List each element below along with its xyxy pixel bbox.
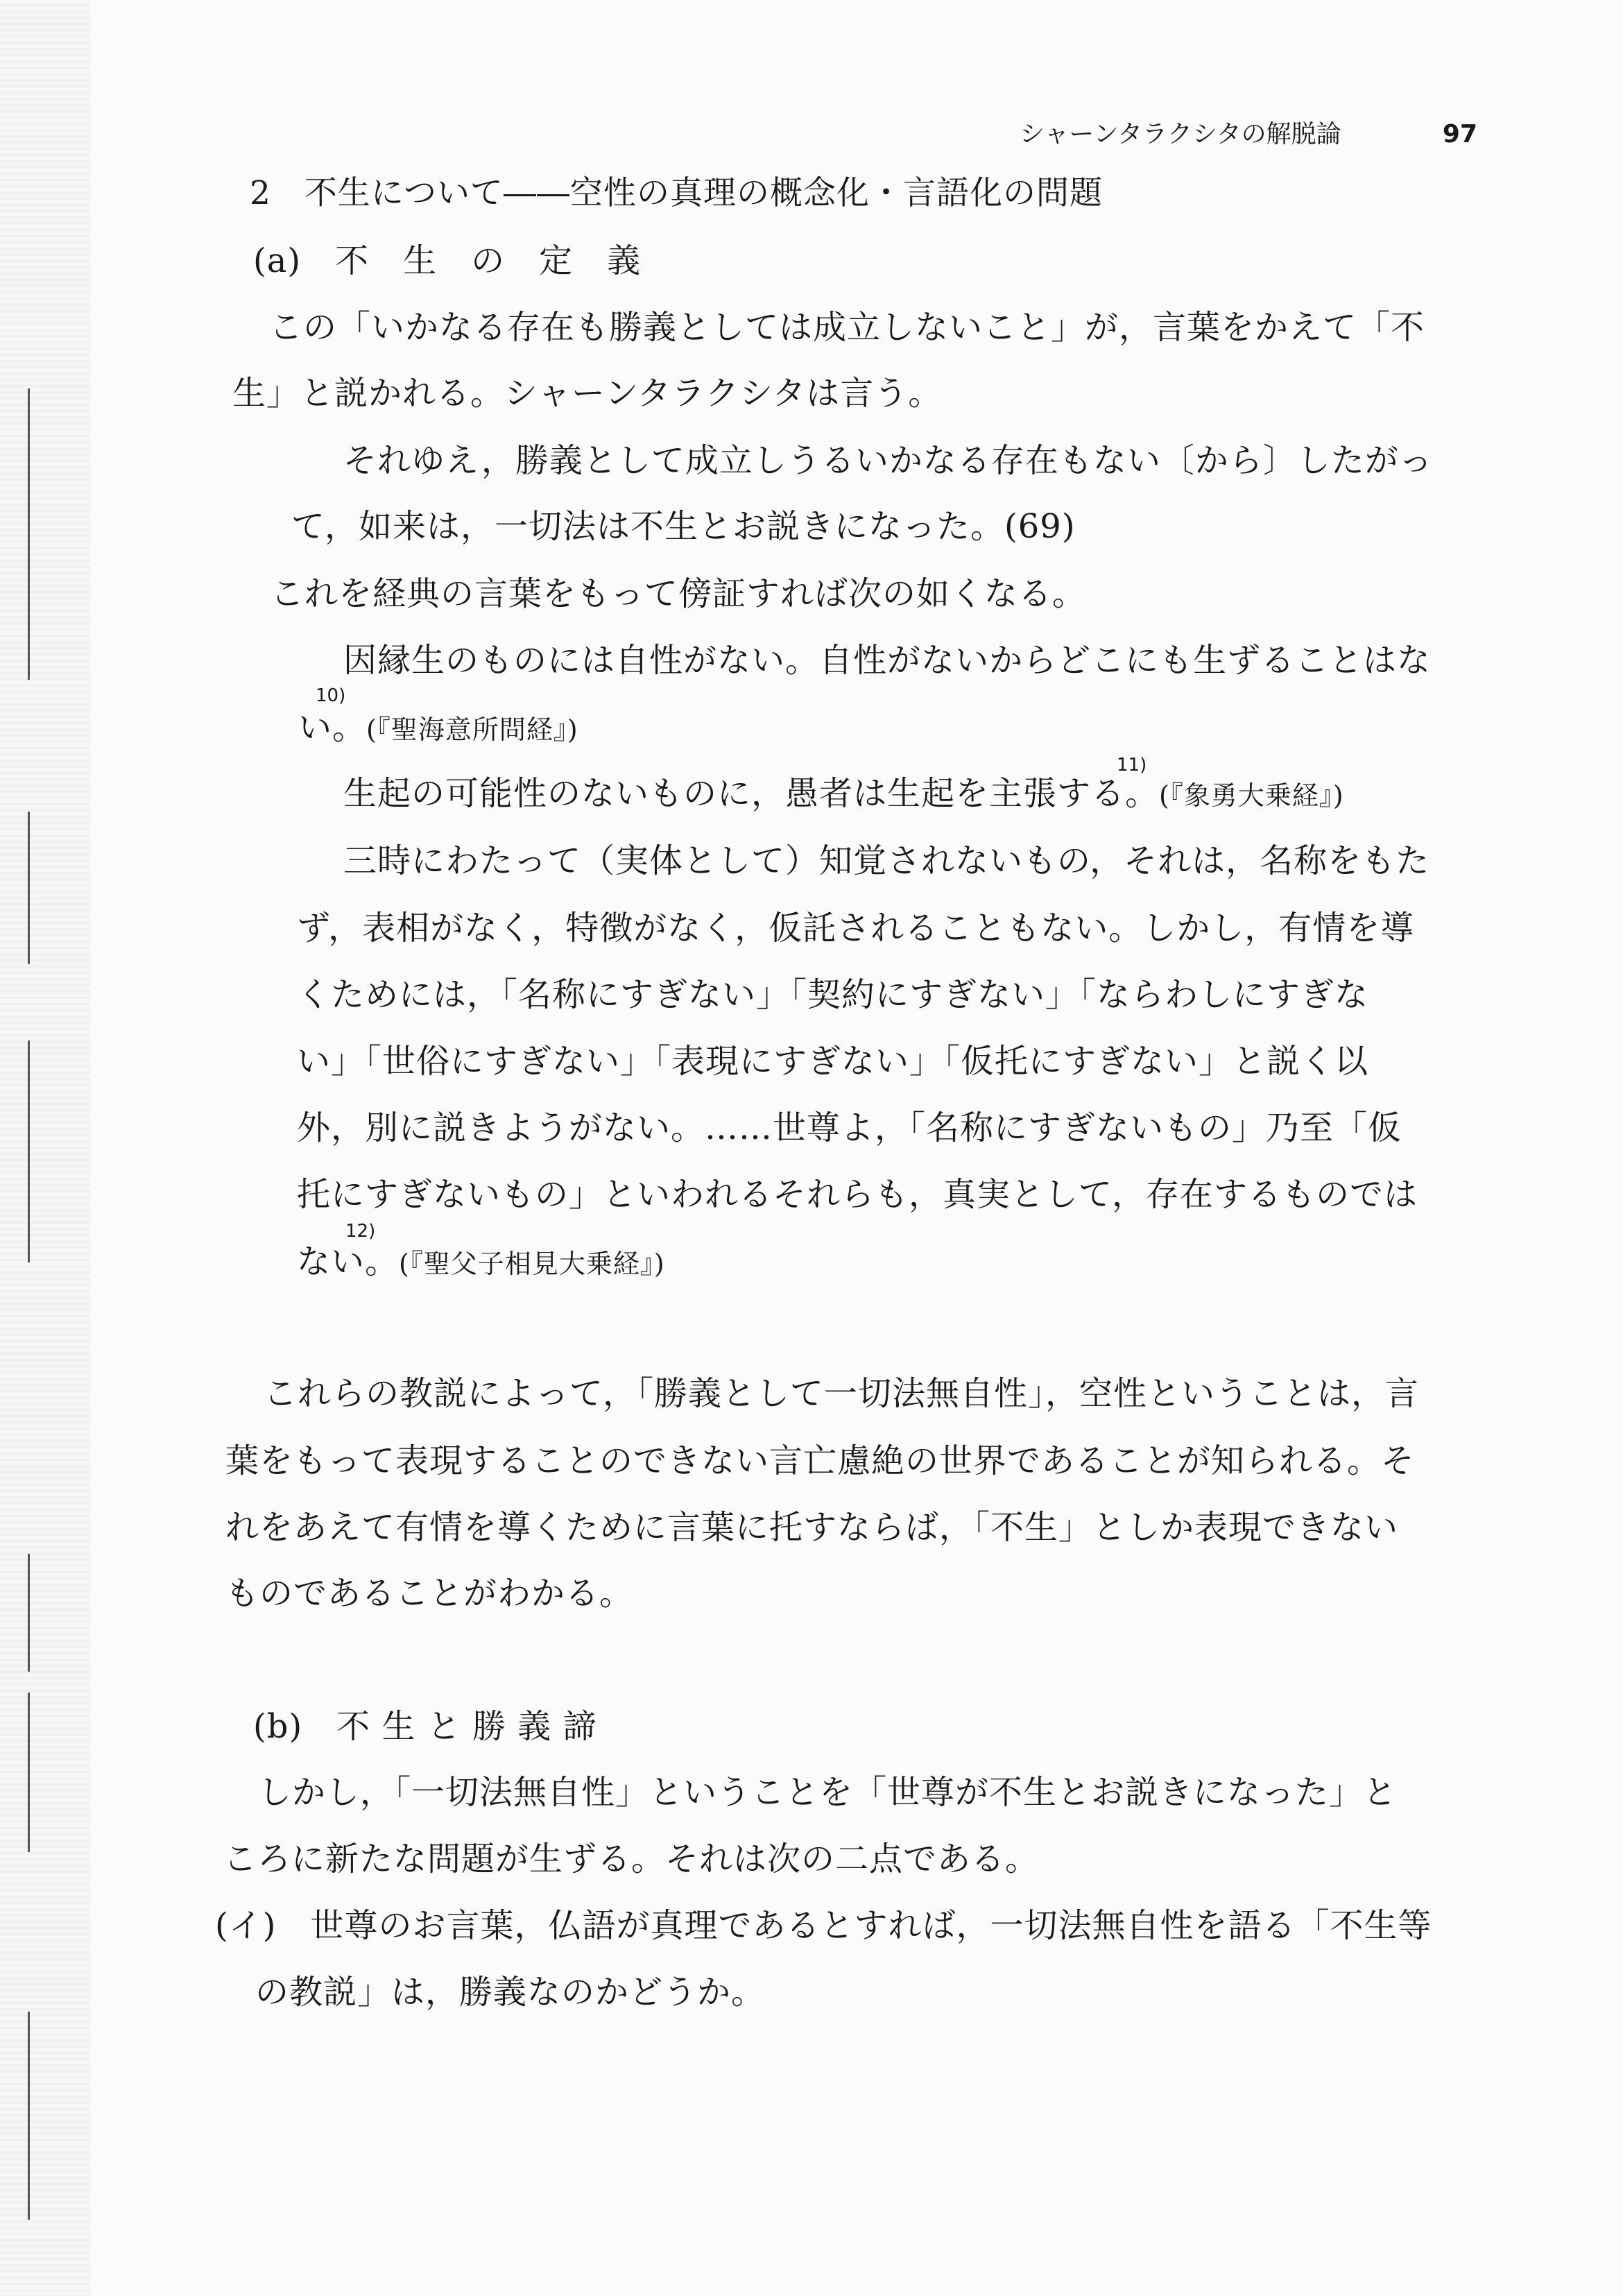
paragraph-line: この「いかなる存在も勝義としては成立しないこと」が，言葉をかえて「不: [269, 308, 1425, 347]
paragraph-line: しかし，「一切法無自性」ということを「世尊が不生とお説きになった」と: [258, 1773, 1398, 1812]
paragraph-line: れをあえて有情を導くために言葉に托すならば，「不生」としか表現できない: [225, 1508, 1399, 1547]
paragraph-line: これを経典の言葉をもって傍証すれば次の如くなる。: [270, 574, 1087, 613]
list-item-line: (イ) 世尊のお言葉，仏語が真理であるとすれば，一切法無自性を語る「不生等: [215, 1906, 1432, 1945]
source-citation: (『聖海意所問経』): [366, 714, 578, 745]
subsection-heading-b: (b) 不 生 と 勝 義 諦: [253, 1707, 597, 1746]
quote-line: て，如来は，一切法は不生とお説きになった。(69): [291, 507, 1076, 546]
source-citation: (『聖父子相見大乗経』): [399, 1249, 665, 1279]
paragraph-line: ころに新たな問題が生ずる。それは次の二点である。: [223, 1840, 1040, 1878]
quote-line: [297, 1242, 665, 1281]
page-number: 97: [1442, 120, 1477, 148]
quote-line: [343, 774, 1344, 813]
paragraph-line: ものであることがわかる。: [225, 1574, 634, 1613]
footnote-marker: 12): [345, 1221, 376, 1242]
list-item-line: の教説」は，勝義なのかどうか。: [255, 1973, 766, 2012]
quote-line: くためには，「名称にすぎない」「契約にすぎない」「ならわしにすぎな: [297, 975, 1369, 1014]
binding-line: [28, 388, 30, 680]
quote-line: 因縁生のものには自性がない。自性がないからどこにも生ずることはな: [343, 641, 1432, 680]
subsection-heading-a: (a) 不 生 の 定 義: [253, 241, 642, 280]
binding-line: [28, 1693, 30, 1852]
quote-line: 托にすぎないもの」といわれるそれらも，真実として，存在するものでは: [297, 1175, 1418, 1214]
section-heading: 2 不生について――空性の真理の概念化・言語化の問題: [250, 174, 1103, 212]
paragraph-line: これらの教説によって，「勝義として一切法無自性」，空性ということは，言: [264, 1374, 1420, 1413]
quote-line: ず，表相がなく，特徴がなく，仮託されることもない。しかし，有情を導: [297, 909, 1415, 948]
source-citation: (『象勇大乗経』): [1159, 780, 1344, 811]
quote-line: 三時にわたって（実体として）知覚されないもの，それは，名称をもた: [343, 841, 1430, 880]
quote-line: それゆえ，勝義として成立しうるいかなる存在もない〔から〕したがっ: [343, 441, 1433, 480]
binding-line: [28, 2012, 30, 2220]
binding-line: [28, 1040, 30, 1262]
quote-line: い」「世俗にすぎない」「表現にすぎない」「仮托にすぎない」と説く以: [297, 1042, 1369, 1081]
binding-shadow: [0, 0, 90, 2296]
binding-line: [28, 1554, 30, 1672]
paragraph-line: 葉をもって表現することのできない言亡慮絶の世界であることが知られる。そ: [225, 1441, 1416, 1480]
paragraph-line: 生」と説かれる。シャーンタラクシタは言う。: [232, 374, 943, 413]
running-header: [1020, 114, 1477, 150]
quote-text: ない。: [297, 1242, 400, 1281]
quote-line: [298, 708, 578, 747]
footnote-marker: 10): [316, 685, 346, 706]
quote-line: 外，別に説きようがない。……世尊よ，「名称にすぎないもの」乃至「仮: [297, 1108, 1402, 1147]
footnote-marker: 11): [1117, 755, 1147, 776]
quote-text: 生起の可能性のないものに，愚者は生起を主張する。: [343, 774, 1160, 813]
running-title: シャーンタラクシタの解脱論: [1020, 120, 1341, 148]
quote-text: い。: [298, 708, 367, 747]
binding-line: [28, 812, 30, 964]
